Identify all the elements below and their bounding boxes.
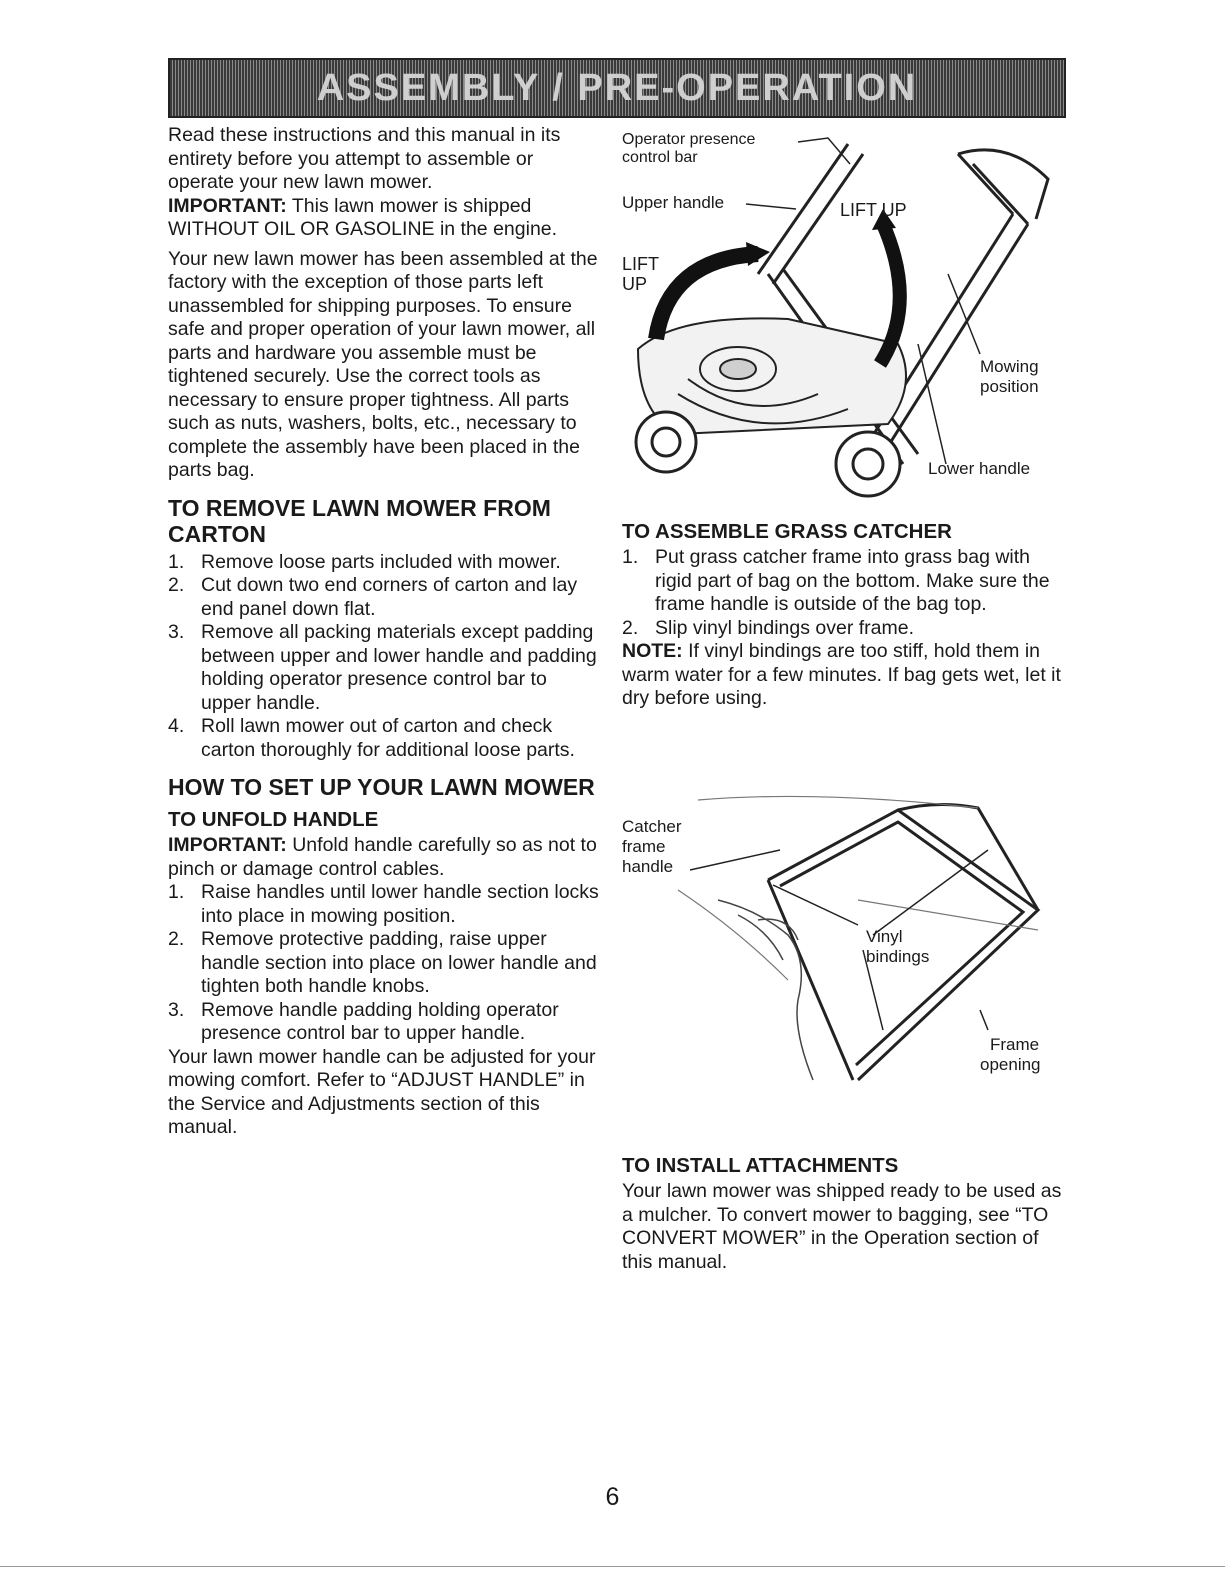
step-number: 1.: [168, 550, 185, 573]
label-catcher: Catcher: [622, 817, 682, 836]
label-mowing: Mowing: [980, 357, 1039, 376]
attachments-heading: TO INSTALL ATTACHMENTS: [622, 1154, 899, 1177]
label-up: UP: [622, 274, 648, 294]
hands: [718, 900, 813, 1080]
label-frame-opening-1: Frame: [990, 1035, 1040, 1054]
label-bindings: bindings: [866, 947, 930, 966]
list-item: [168, 574, 600, 621]
step-number: 4.: [168, 715, 185, 737]
step-text: Remove all packing materials except padding between upper and lower handle and padding holding operator presence control bar to upper handle.: [201, 621, 597, 714]
list-item: [622, 546, 1062, 617]
important-label: IMPORTANT:: [168, 194, 287, 217]
label-upper-handle: Upper handle: [622, 193, 725, 212]
step-number: 2.: [168, 574, 185, 596]
step-number: 3.: [168, 621, 185, 643]
leader-lines: [690, 850, 988, 1030]
handle-adjust-paragraph: Your lawn mower handle can be adjusted for your mowing comfort. Refer to “ADJUST HANDLE” in the Service and Adjustments section of this manual.: [168, 1045, 596, 1138]
step-text: Remove loose parts included with mower.: [201, 550, 561, 573]
list-item: [168, 551, 600, 575]
intro-paragraph: Read these instructions and this manual in its entirety before you attempt to assemble or operate your new lawn mower.: [168, 124, 561, 193]
grass-bag: [678, 796, 1038, 980]
label-lift: LIFT: [622, 254, 660, 274]
list-item: [168, 881, 600, 928]
section-banner: [168, 58, 1066, 118]
step-number: 2.: [622, 616, 639, 639]
important-text: Unfold handle carefully so as not to pinch or damage control cables.: [168, 834, 597, 880]
remove-heading: TO REMOVE LAWN MOWER FROM CARTON: [168, 494, 551, 547]
grass-catcher-heading: TO ASSEMBLE GRASS CATCHER: [622, 520, 952, 543]
note-label: NOTE:: [622, 640, 683, 662]
list-item: [168, 999, 600, 1046]
page-number: 6: [605, 1483, 620, 1511]
important-text: This lawn mower is shipped WITHOUT OIL OR GASOLINE in the engine.: [168, 194, 558, 240]
step-text: Slip vinyl bindings over frame.: [655, 616, 915, 639]
list-item: [168, 621, 600, 715]
label-control-bar: control bar: [622, 149, 698, 166]
grass-steps: [622, 546, 1062, 640]
step-text: Roll lawn mower out of carton and check carton thoroughly for additional loose parts.: [201, 715, 575, 761]
step-text: Cut down two end corners of carton and lay end panel down flat.: [201, 574, 578, 620]
label-frame-opening-2: opening: [980, 1055, 1041, 1074]
label-position: position: [980, 377, 1039, 396]
setup-steps: [168, 881, 600, 1046]
note-text: If vinyl bindings are too stiff, hold them in warm water for a few minutes. If bag gets wet, let it dry before using.: [622, 640, 1061, 709]
right-column-bottom: [622, 1154, 1062, 1274]
important-label: IMPORTANT:: [168, 834, 287, 856]
label-handle: handle: [622, 857, 674, 876]
left-column: [168, 124, 600, 1140]
grass-note: [622, 640, 1062, 711]
step-text: Raise handles until lower handle section locks into place in mowing position.: [201, 881, 599, 927]
setup-important: [168, 834, 600, 881]
list-item: [168, 928, 600, 999]
step-number: 2.: [168, 928, 185, 950]
remove-steps: [168, 551, 600, 763]
label-lower-handle: Lower handle: [928, 459, 1031, 478]
step-text: Remove handle padding holding operator presence control bar to upper handle.: [201, 998, 559, 1044]
section-title: ASSEMBLY / PRE-OPERATION: [316, 66, 918, 109]
step-number: 1.: [622, 546, 639, 568]
label-lift-up-right: LIFT UP: [840, 200, 907, 220]
unfold-subheading: TO UNFOLD HANDLE: [168, 808, 379, 831]
attachments-paragraph: Your lawn mower was shipped ready to be used as a mulcher. To convert mower to bagging, see “TO CONVERT MOWER” in the Operation section of this manual.: [622, 1180, 1062, 1273]
catcher-illustration: [618, 790, 1068, 1090]
label-frame: frame: [622, 837, 666, 856]
list-item: [622, 617, 1062, 641]
step-number: 3.: [168, 998, 185, 1021]
step-text: Remove protective padding, raise upper handle section into place on lower handle and tighten both handle knobs.: [201, 928, 597, 997]
label-operator-presence: Operator presence: [622, 131, 756, 148]
mower-illustration: [618, 124, 1068, 504]
bottom-rule: [0, 1566, 1225, 1567]
setup-heading: HOW TO SET UP YOUR LAWN MOWER: [168, 774, 595, 800]
assembly-paragraph: Your new lawn mower has been assembled at the factory with the exception of those parts left unassembled for shipping purposes. To ensure safe and proper operation of your lawn mower, all parts and hardware you assemble must be tightened securely. Use the correct tools as necessary to ensure proper tightness. All parts such as nuts, washers, bolts, etc., necessary to complete the assembly have been placed in the parts bag.: [168, 247, 598, 481]
label-vinyl: Vinyl: [866, 927, 903, 946]
step-text: Put grass catcher frame into grass bag with rigid part of bag on the bottom. Make sure the frame handle is outside of the bag top.: [655, 546, 1050, 615]
right-column-top: [622, 520, 1062, 711]
step-number: 1.: [168, 881, 185, 903]
list-item: [168, 715, 600, 762]
important-notice: [168, 195, 600, 242]
